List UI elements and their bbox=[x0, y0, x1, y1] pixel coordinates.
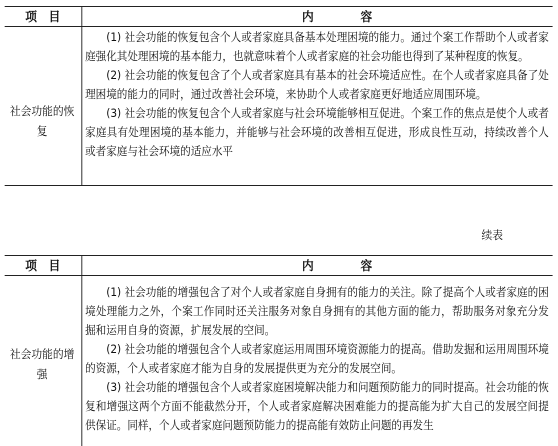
paragraph-1: (1) 社会功能的恢复包含个人或者家庭具备基本处理困境的能力。通过个案工作帮助个人或者家庭强化其处理困境的基本能力，也就意味着个人或者家庭的社会功能也得到了某种程度的恢复。 bbox=[85, 31, 549, 63]
header-item: 项 目 bbox=[25, 258, 61, 273]
header-content: 内 容 bbox=[302, 258, 373, 273]
paragraph-2: (2) 社会功能的恢复包含了个人或者家庭具有基本的社会环境适应性。在个人或者家庭具备了处理困境的能力的同时，通过改善社会环境，来协助个人或者家庭更好地适应周围环境。 bbox=[85, 69, 549, 101]
header-content: 内 容 bbox=[302, 9, 373, 24]
paragraph-1: (1) 社会功能的增强包含了对个人或者家庭自身拥有的能力的关注。除了提高个人或者家庭的困境处理能力之外，个案工作同时还关注服务对象自身拥有的其他方面的能力，帮助服务对象充分发掘和运用自身的资源，扩展发展的空间。 bbox=[85, 286, 549, 337]
table-social-function-recovery bbox=[5, 6, 553, 186]
column-divider bbox=[81, 7, 82, 185]
header-item: 项 目 bbox=[25, 9, 61, 24]
content-cell bbox=[85, 28, 549, 161]
table-social-function-enhancement bbox=[5, 255, 553, 446]
content-cell bbox=[85, 283, 549, 435]
table-header-row bbox=[5, 7, 553, 27]
paragraph-3: (3) 社会功能的增强包含个人或者家庭困境解决能力和问题预防能力的同时提高。社会功能的恢复和增强这两个方面不能截然分开，个人或者家庭解决困难能力的提高能为扩大自己的发展空间提供保证。同样，个人或者家庭问题预防能力的提高能有效防止问题的再发生 bbox=[85, 381, 549, 432]
paragraph-3: (3) 社会功能的恢复包含个人或者家庭与社会环境能够相互促进。个案工作的焦点是使个人或者家庭具有处理困境的基本能力，并能够与社会环境的改善相互促进，形成良性互动，持续改善个人或者家庭与社会环境的适应水平 bbox=[85, 107, 549, 158]
column-divider bbox=[81, 256, 82, 446]
continued-table-label: 续表 bbox=[481, 228, 504, 242]
table-header-row bbox=[5, 256, 553, 276]
paragraph-2: (2) 社会功能的增强包含个人或者家庭运用周围环境资源能力的提高。借助发掘和运用周围环境的资源，个人或者家庭才能为自身的发展提供更为充分的发展空间。 bbox=[85, 343, 549, 375]
row-label-enhancement: 社会功能的增强 bbox=[9, 347, 75, 381]
row-label-recovery: 社会功能的恢复 bbox=[9, 104, 75, 138]
